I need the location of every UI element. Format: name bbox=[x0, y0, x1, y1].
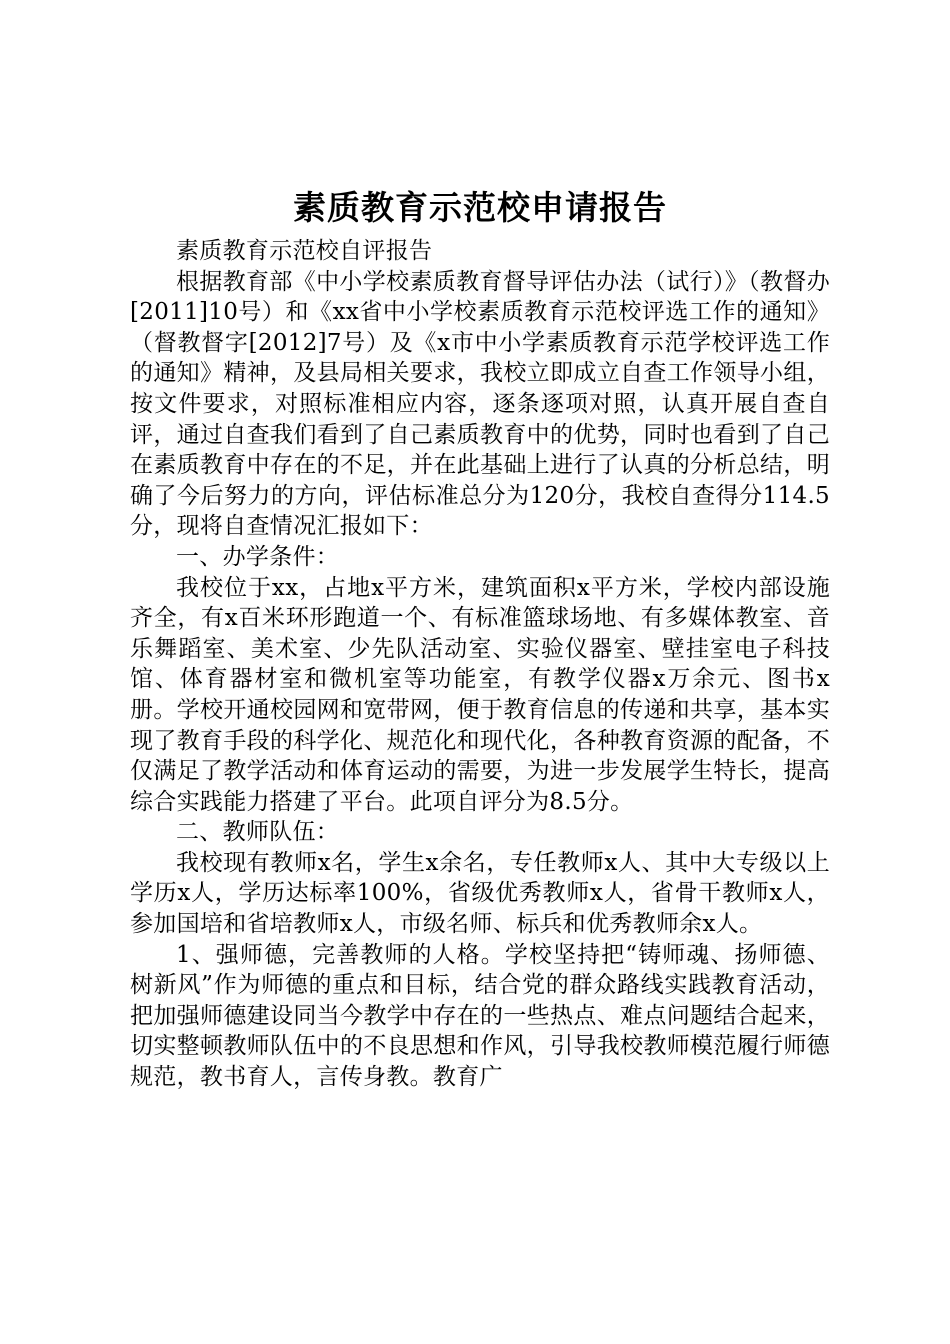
paragraph-conditions: 我校位于xx，占地x平方米，建筑面积x平方米，学校内部设施齐全，有x百米环形跑道一个、有标准篮球场地、有多媒体教室、音乐舞蹈室、美术室、少先队活动室、实验仪器室、壁挂室电子科技馆、体育器材室和微机室等功能室，有教学仪器x万余元、图书x册。学校开通校园网和宽带网，便于教育信息的传递和共享，基本实现了教育手段的科学化、规范化和现代化，各种教育资源的配备，不仅满足了教学活动和体育运动的需要，为进一步发展学生特长，提高综合实践能力搭建了平台。此项自评分为8.5分。 bbox=[130, 574, 830, 815]
paragraph-subtitle: 素质教育示范校自评报告 bbox=[176, 238, 433, 264]
paragraph-ethics: 1、强师德，完善教师的人格。学校坚持把“铸师魂、扬师德、树新风”作为师德的重点和目标，结合党的群众路线实践教育活动，把加强师德建设同当今教学中存在的一些热点、难点问题结合起来，切实整顿教师队伍中的不良思想和作风，引导我校教师模范履行师德规范，教书育人，言传身教。教育广 bbox=[130, 941, 830, 1091]
document-title: 素质教育示范校申请报告 bbox=[293, 188, 667, 227]
paragraph-intro: 根据教育部《中小学校素质教育督导评估办法（试行）》（教督办[2011]10号）和《xx省中小学校素质教育示范校评选工作的通知》（督教督字[2012]7号）及《x市中小学素质教育示范学校评选工作的通知》精神，及县局相关要求，我校立即成立自查工作领导小组，按文件要求，对照标准相应内容，逐条逐项对照，认真开展自查自评，通过自查我们看到了自己素质教育中的优势，同时也看到了自己在素质教育中存在的不足，并在此基础上进行了认真的分析总结，明确了今后努力的方向，评估标准总分为120分，我校自查得分114.5分，现将自查情况汇报如下： bbox=[130, 268, 830, 540]
section-heading-teachers: 二、教师队伍： bbox=[176, 819, 340, 846]
section-heading-conditions: 一、办学条件： bbox=[176, 543, 340, 570]
document-body bbox=[130, 236, 830, 1093]
paragraph-teachers: 我校现有教师x名，学生x余名，专任教师x人、其中大专级以上学历x人，学历达标率100%，省级优秀教师x人，省骨干教师x人，参加国培和省培教师x人，市级名师、标兵和优秀教师余x人。 bbox=[130, 849, 830, 938]
